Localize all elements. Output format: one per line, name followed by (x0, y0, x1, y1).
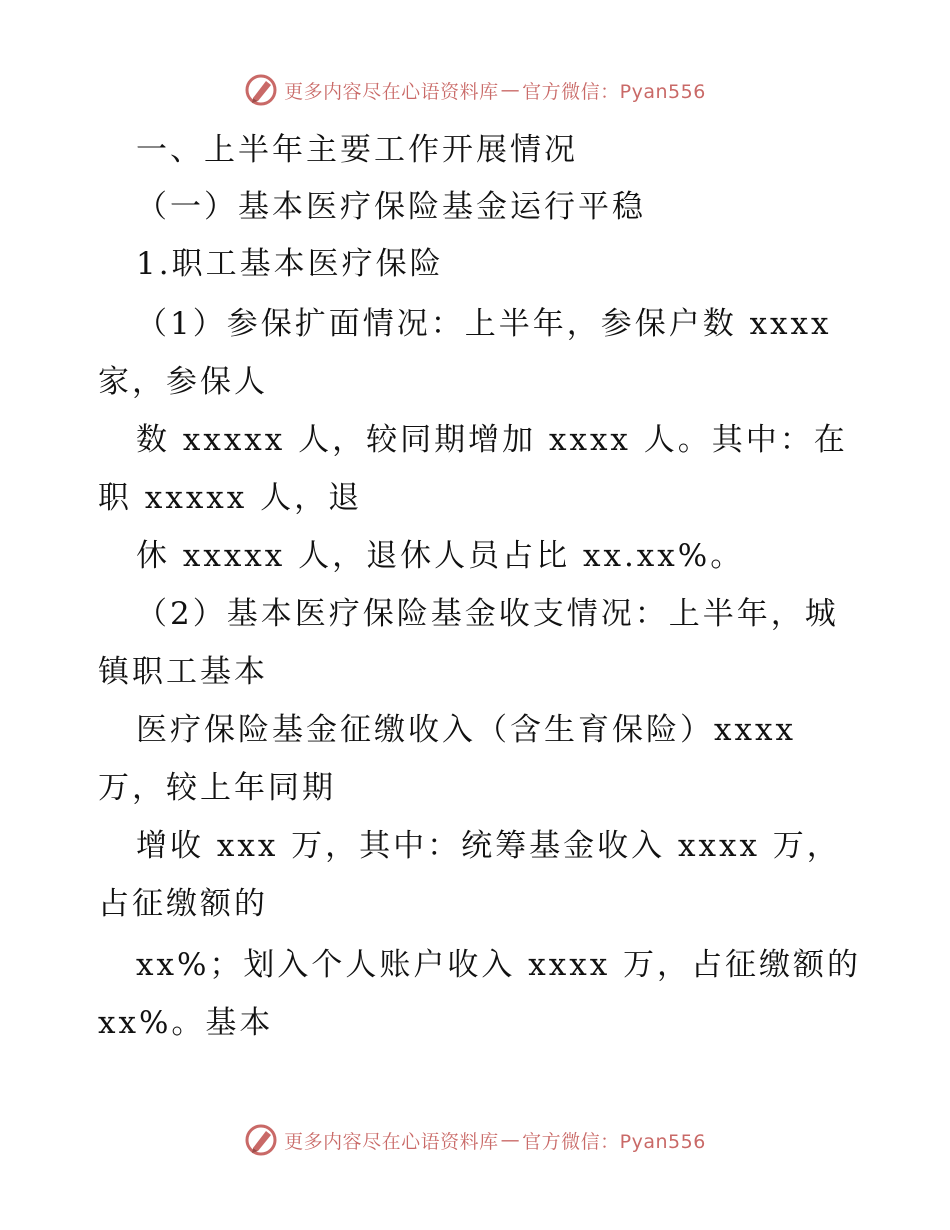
paragraph-line: （1）参保扩面情况：上半年，参保户数 xxxx (136, 306, 832, 342)
watermark-main-text: 更多内容尽在心语资料库 (284, 1130, 499, 1153)
paragraph-line: 医疗保险基金征缴收入（含生育保险）xxxx (136, 712, 796, 748)
paragraph-line: 休 xxxxx 人，退休人员占比 xx.xx%。 (136, 538, 745, 574)
watermark-wechat-text: 官方微信：Pyan556 (522, 80, 706, 103)
watermark-wechat-text: 官方微信：Pyan556 (522, 1130, 706, 1153)
subsection-heading: （一）基本医疗保险基金运行平稳 (136, 189, 646, 225)
item-heading: 1.职工基本医疗保险 (136, 246, 444, 282)
pen-logo-icon (244, 73, 278, 107)
paragraph-line: 家，参保人 (98, 364, 268, 400)
paragraph-line: 万，较上年同期 (98, 770, 336, 806)
footer-watermark (0, 1120, 950, 1160)
watermark-main-text: 更多内容尽在心语资料库 (284, 80, 499, 103)
paragraph-line: （2）基本医疗保险基金收支情况：上半年，城 (136, 596, 839, 632)
header-watermark (0, 70, 950, 110)
watermark-dash: — (500, 79, 521, 101)
paragraph-line: 镇职工基本 (98, 654, 268, 690)
paragraph-line: 占征缴额的 (98, 886, 268, 922)
paragraph-line: xx%；划入个人账户收入 xxxx 万，占征缴额的 (136, 947, 862, 983)
paragraph-line: 职 xxxxx 人，退 (98, 480, 363, 516)
paragraph-line: xx%。基本 (98, 1005, 274, 1041)
pen-logo-icon (244, 1123, 278, 1157)
watermark-dash: — (500, 1129, 521, 1151)
paragraph-line: 数 xxxxx 人，较同期增加 xxxx 人。其中：在 (136, 422, 848, 458)
section-heading: 一、上半年主要工作开展情况 (136, 132, 578, 168)
paragraph-line: 增收 xxx 万，其中：统筹基金收入 xxxx 万， (136, 828, 841, 864)
